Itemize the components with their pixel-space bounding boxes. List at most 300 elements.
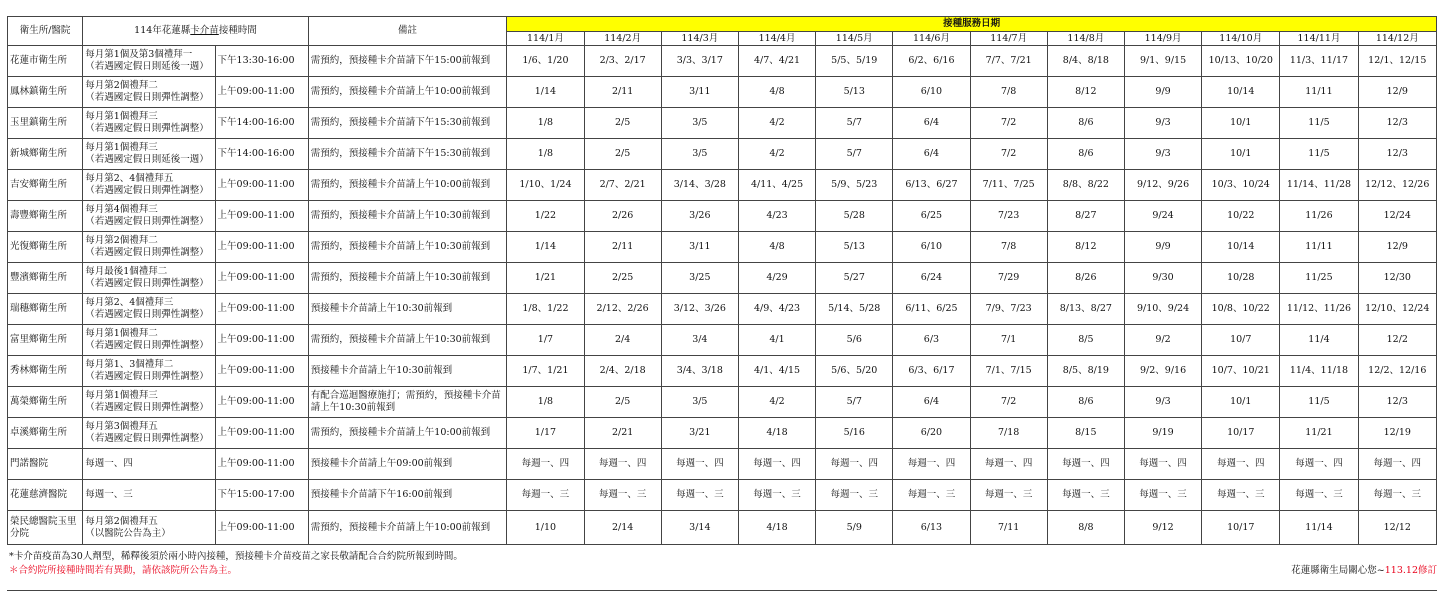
service-date-cell: 12/10、12/24 (1358, 294, 1436, 325)
remark-note (308, 232, 507, 263)
service-time: 下午13:30-16:00 (215, 46, 308, 77)
schedule-line: （若遇國定假日則彈性調整） (85, 92, 209, 103)
service-date-cell: 8/4、8/18 (1047, 46, 1124, 77)
service-date-cell: 4/29 (738, 263, 815, 294)
table-row (8, 263, 1437, 294)
service-date-cell: 7/23 (970, 201, 1047, 232)
service-date-cell: 11/5 (1280, 108, 1358, 139)
facility-name: 玉里鎮衛生所 (8, 108, 83, 139)
service-date-cell: 6/3、6/17 (893, 356, 970, 387)
service-date-cell: 9/3 (1124, 387, 1201, 418)
facility-name: 門諾醫院 (8, 449, 83, 480)
service-date-cell: 5/6、5/20 (816, 356, 893, 387)
service-date-cell: 每週一、三 (738, 480, 815, 511)
note-line: 需預約，預接種卡介苗請下午15:00前報到 (310, 55, 491, 66)
table-row (8, 108, 1437, 139)
service-date-cell: 8/5 (1047, 325, 1124, 356)
health-bureau-signature: 花蓮縣衛生局關心您~113.12修訂 (1291, 565, 1437, 576)
service-date-cell: 每週一、三 (1124, 480, 1201, 511)
service-date-cell: 12/24 (1358, 201, 1436, 232)
schedule-line: 每月第1、3個禮拜二 (85, 359, 174, 370)
note-line: 預接種卡介苗請下午16:00前報到 (310, 489, 453, 500)
service-date-cell: 1/8、1/22 (507, 294, 584, 325)
service-date-cell: 8/12 (1047, 232, 1124, 263)
month-header: 114/5月 (816, 32, 893, 46)
service-date-cell: 5/13 (816, 77, 893, 108)
table-row (8, 480, 1437, 511)
remark-note (308, 387, 507, 418)
service-date-cell: 9/3 (1124, 108, 1201, 139)
service-date-cell: 每週一、四 (1280, 449, 1358, 480)
service-date-cell: 6/24 (893, 263, 970, 294)
service-date-cell: 4/18 (738, 511, 815, 545)
service-date-cell: 4/2 (738, 108, 815, 139)
table-row (8, 511, 1437, 545)
service-date-cell: 1/6、1/20 (507, 46, 584, 77)
month-header: 114/7月 (970, 32, 1047, 46)
service-date-cell: 7/1、7/15 (970, 356, 1047, 387)
service-time: 上午09:00-11:00 (215, 170, 308, 201)
facility-header: 衛生所/醫院 (8, 17, 83, 46)
note-line: 有配合巡迴醫療施打；需預約，預接種卡介苗 (310, 390, 501, 401)
service-date-cell: 9/12 (1124, 511, 1201, 545)
schedule-line: （若遇國定假日則彈性調整） (85, 309, 209, 320)
service-date-cell: 7/2 (970, 387, 1047, 418)
footnote-schedule-change: ＊合約院所接種時間若有異動，請依該院所公告為主。 (9, 565, 238, 576)
service-date-cell: 9/2 (1124, 325, 1201, 356)
service-time: 上午09:00-11:00 (215, 263, 308, 294)
note-line: 需預約，預接種卡介苗請上午10:30前報到 (310, 334, 491, 345)
service-date-cell: 3/5 (661, 387, 738, 418)
service-date-cell: 2/12、2/26 (584, 294, 661, 325)
vaccine-name: 卡介苗 (190, 25, 219, 36)
service-date-cell: 10/1 (1202, 139, 1280, 170)
service-date-cell: 4/7、4/21 (738, 46, 815, 77)
service-date-cell: 9/12、9/26 (1124, 170, 1201, 201)
schedule-line: 每月第2、4個禮拜三 (85, 297, 174, 308)
schedule-line: 每月第1個禮拜三 (85, 142, 158, 153)
facility-name: 壽豐鄉衛生所 (8, 201, 83, 232)
service-date-cell: 12/3 (1358, 387, 1436, 418)
schedule-line: （以醫院公告為主） (85, 527, 171, 539)
service-date-cell: 9/2、9/16 (1124, 356, 1201, 387)
service-date-cell: 3/3、3/17 (661, 46, 738, 77)
service-date-cell: 每週一、三 (1202, 480, 1280, 511)
service-date-cell: 4/9、4/23 (738, 294, 815, 325)
service-time: 下午14:00-16:00 (215, 108, 308, 139)
service-date-cell: 8/8、8/22 (1047, 170, 1124, 201)
facility-name: 瑞穗鄉衛生所 (8, 294, 83, 325)
service-date-cell: 2/4、2/18 (584, 356, 661, 387)
service-date-cell: 6/4 (893, 108, 970, 139)
note-line: 需預約，預接種卡介苗請上午10:30前報到 (310, 272, 491, 283)
service-date-cell: 9/9 (1124, 77, 1201, 108)
service-date-cell: 8/15 (1047, 418, 1124, 449)
service-date-cell: 6/11、6/25 (893, 294, 970, 325)
service-date-cell: 5/27 (816, 263, 893, 294)
service-date-cell: 12/2、12/16 (1358, 356, 1436, 387)
service-date-cell: 每週一、三 (507, 480, 584, 511)
service-date-cell: 2/11 (584, 77, 661, 108)
service-date-cell: 7/2 (970, 108, 1047, 139)
service-date-cell: 2/5 (584, 139, 661, 170)
remark-note (308, 201, 507, 232)
service-date-cell: 7/11、7/25 (970, 170, 1047, 201)
service-date-cell: 3/5 (661, 139, 738, 170)
note-line: 請上午10:30前報到 (310, 402, 396, 413)
service-date-cell: 10/14 (1202, 77, 1280, 108)
service-date-cell: 4/1、4/15 (738, 356, 815, 387)
service-date-cell: 4/8 (738, 77, 815, 108)
service-date-cell: 6/4 (893, 139, 970, 170)
schedule-line: （若遇國定假日則彈性調整） (85, 216, 209, 227)
note-line: 需預約，預接種卡介苗請下午15:30前報到 (310, 148, 491, 159)
schedule-line: （若遇國定假日則延後一週） (85, 154, 209, 165)
schedule-line: 每月第2個禮拜二 (85, 80, 158, 91)
facility-name: 豐濱鄉衛生所 (8, 263, 83, 294)
service-date-cell: 7/8 (970, 232, 1047, 263)
remark-note (308, 325, 507, 356)
service-date-cell: 11/4 (1280, 325, 1358, 356)
remarks-header: 備註 (308, 17, 507, 46)
remark-note (308, 480, 507, 511)
service-date-cell: 8/6 (1047, 139, 1124, 170)
schedule-rule (83, 294, 215, 325)
month-header: 114/11月 (1280, 32, 1358, 46)
service-date-cell: 9/3 (1124, 139, 1201, 170)
service-date-cell: 10/17 (1202, 418, 1280, 449)
service-time: 上午09:00-11:00 (215, 325, 308, 356)
service-time: 上午09:00-11:00 (215, 418, 308, 449)
service-date-cell: 3/4、3/18 (661, 356, 738, 387)
service-time: 上午09:00-11:00 (215, 201, 308, 232)
service-date-cell: 10/17 (1202, 511, 1280, 545)
service-date-cell: 3/25 (661, 263, 738, 294)
service-date-cell: 7/9、7/23 (970, 294, 1047, 325)
service-date-cell: 9/9 (1124, 232, 1201, 263)
remark-note (308, 294, 507, 325)
note-line: 需預約，預接種卡介苗請上午10:30前報到 (310, 241, 491, 252)
month-header: 114/10月 (1202, 32, 1280, 46)
schedule-line: （若遇國定假日則彈性調整） (85, 278, 209, 289)
schedule-line: 每月第2個禮拜五 (85, 515, 158, 527)
service-date-cell: 6/13 (893, 511, 970, 545)
service-date-cell: 每週一、四 (1124, 449, 1201, 480)
month-header: 114/6月 (893, 32, 970, 46)
service-date-cell: 12/3 (1358, 108, 1436, 139)
service-date-cell: 12/9 (1358, 77, 1436, 108)
facility-name: 富里鄉衛生所 (8, 325, 83, 356)
service-time: 下午15:00-17:00 (215, 480, 308, 511)
service-date-cell: 每週一、四 (738, 449, 815, 480)
service-date-cell: 7/2 (970, 139, 1047, 170)
service-date-cell: 5/9、5/23 (816, 170, 893, 201)
service-date-cell: 7/1 (970, 325, 1047, 356)
service-date-cell: 每週一、四 (584, 449, 661, 480)
table-row (8, 201, 1437, 232)
service-date-cell: 3/11 (661, 232, 738, 263)
service-date-cell: 2/21 (584, 418, 661, 449)
remark-note (308, 356, 507, 387)
service-date-cell: 5/28 (816, 201, 893, 232)
service-date-cell: 每週一、四 (1358, 449, 1436, 480)
service-date-cell: 8/12 (1047, 77, 1124, 108)
service-date-cell: 6/2、6/16 (893, 46, 970, 77)
schedule-line: 每週一、四 (85, 458, 133, 469)
table-row (8, 294, 1437, 325)
schedule-line: 每月第1個禮拜三 (85, 111, 158, 122)
facility-name: 光復鄉衛生所 (8, 232, 83, 263)
service-time: 下午14:00-16:00 (215, 139, 308, 170)
facility-name: 吉安鄉衛生所 (8, 170, 83, 201)
facility-name: 花蓮市衛生所 (8, 46, 83, 77)
service-date-cell: 10/7、10/21 (1202, 356, 1280, 387)
service-date-cell: 1/21 (507, 263, 584, 294)
service-date-cell: 10/1 (1202, 108, 1280, 139)
service-date-cell: 每週一、四 (1047, 449, 1124, 480)
service-date-cell: 2/25 (584, 263, 661, 294)
service-date-cell: 2/4 (584, 325, 661, 356)
schedule-rule (83, 480, 215, 511)
service-date-cell: 11/14、11/28 (1280, 170, 1358, 201)
service-date-cell: 7/8 (970, 77, 1047, 108)
service-date-cell: 12/19 (1358, 418, 1436, 449)
remark-note (308, 263, 507, 294)
service-date-cell: 10/22 (1202, 201, 1280, 232)
service-date-cell: 11/5 (1280, 139, 1358, 170)
remark-note (308, 108, 507, 139)
service-date-cell: 5/13 (816, 232, 893, 263)
service-date-cell: 6/25 (893, 201, 970, 232)
service-date-cell: 8/5、8/19 (1047, 356, 1124, 387)
schedule-line: 每月第2個禮拜二 (85, 235, 158, 246)
service-time: 上午09:00-11:00 (215, 294, 308, 325)
service-date-cell: 7/7、7/21 (970, 46, 1047, 77)
service-date-cell: 11/3、11/17 (1280, 46, 1358, 77)
service-date-cell: 12/12、12/26 (1358, 170, 1436, 201)
table-row (8, 418, 1437, 449)
service-date-cell: 6/4 (893, 387, 970, 418)
service-time: 上午09:00-11:00 (215, 356, 308, 387)
table-row (8, 46, 1437, 77)
service-date-cell: 12/2 (1358, 325, 1436, 356)
service-date-cell: 5/16 (816, 418, 893, 449)
service-date-cell: 每週一、四 (970, 449, 1047, 480)
service-date-cell: 11/26 (1280, 201, 1358, 232)
service-date-cell: 3/12、3/26 (661, 294, 738, 325)
service-date-cell: 4/8 (738, 232, 815, 263)
schedule-rule (83, 232, 215, 263)
schedule-line: （若遇國定假日則彈性調整） (85, 433, 209, 444)
service-date-cell: 4/1 (738, 325, 815, 356)
service-date-cell: 11/4、11/18 (1280, 356, 1358, 387)
service-date-cell: 每週一、四 (1202, 449, 1280, 480)
schedule-line: 每月第3個禮拜五 (85, 421, 158, 432)
schedule-rule (83, 449, 215, 480)
service-date-cell: 8/6 (1047, 387, 1124, 418)
schedule-line: 每月第1個禮拜三 (85, 390, 158, 401)
service-date-cell: 5/7 (816, 108, 893, 139)
service-date-cell: 10/28 (1202, 263, 1280, 294)
month-header: 114/12月 (1358, 32, 1436, 46)
service-date-cell: 10/14 (1202, 232, 1280, 263)
service-date-cell: 11/25 (1280, 263, 1358, 294)
service-date-cell: 2/26 (584, 201, 661, 232)
remark-note (308, 139, 507, 170)
remark-note (308, 449, 507, 480)
service-date-cell: 6/3 (893, 325, 970, 356)
service-date-cell: 每週一、三 (970, 480, 1047, 511)
service-date-cell: 每週一、三 (1047, 480, 1124, 511)
revision-date: 113.12修訂 (1384, 565, 1437, 576)
service-date-cell: 7/29 (970, 263, 1047, 294)
service-date-cell: 1/10 (507, 511, 584, 545)
service-date-cell: 每週一、三 (661, 480, 738, 511)
service-date-cell: 5/7 (816, 139, 893, 170)
service-date-cell: 2/5 (584, 387, 661, 418)
service-date-cell: 8/13、8/27 (1047, 294, 1124, 325)
service-date-cell: 每週一、三 (816, 480, 893, 511)
schedule-line: （若遇國定假日則延後一週） (85, 61, 209, 72)
schedule-line: （若遇國定假日則彈性調整） (85, 185, 209, 196)
service-date-cell: 每週一、三 (893, 480, 970, 511)
service-date-cell: 每週一、三 (1358, 480, 1436, 511)
service-date-cell: 9/19 (1124, 418, 1201, 449)
service-date-cell: 9/10、9/24 (1124, 294, 1201, 325)
table-row (8, 449, 1437, 480)
month-header: 114/4月 (738, 32, 815, 46)
remark-note (308, 46, 507, 77)
service-time: 上午09:00-11:00 (215, 387, 308, 418)
month-header: 114/3月 (661, 32, 738, 46)
service-date-cell: 3/14、3/28 (661, 170, 738, 201)
schedule-title-header: 114年花蓮縣卡介苗接種時間 (83, 17, 309, 46)
service-date-cell: 12/3 (1358, 139, 1436, 170)
service-date-cell: 11/11 (1280, 77, 1358, 108)
bottom-rule (7, 590, 1437, 591)
remark-note (308, 170, 507, 201)
service-date-cell: 2/5 (584, 108, 661, 139)
service-dates-header: 接種服務日期 (507, 17, 1437, 32)
schedule-line: 每月第1個禮拜二 (85, 328, 158, 339)
vaccination-schedule-table (7, 16, 1437, 545)
service-date-cell: 11/11 (1280, 232, 1358, 263)
note-line: 預接種卡介苗請上午10:30前報到 (310, 365, 453, 376)
service-date-cell: 8/26 (1047, 263, 1124, 294)
service-date-cell: 8/27 (1047, 201, 1124, 232)
footnote-vaccine: *卡介苗疫苗為30人劑型，稀釋後須於兩小時內接種，預接種卡介苗疫苗之家長敬請配合合約院所報到時間。 (9, 551, 463, 562)
service-time: 上午09:00-11:00 (215, 77, 308, 108)
schedule-rule (83, 511, 215, 545)
schedule-rule (83, 387, 215, 418)
table-row (8, 325, 1437, 356)
service-date-cell: 6/10 (893, 232, 970, 263)
schedule-rule (83, 170, 215, 201)
service-date-cell: 12/12 (1358, 511, 1436, 545)
schedule-line: （若遇國定假日則彈性調整） (85, 247, 209, 258)
service-date-cell: 7/18 (970, 418, 1047, 449)
service-date-cell: 4/11、4/25 (738, 170, 815, 201)
note-line: 需預約，預接種卡介苗請上午10:30前報到 (310, 210, 491, 221)
remark-note (308, 418, 507, 449)
schedule-line: 每月第4個禮拜三 (85, 204, 158, 215)
service-date-cell: 3/4 (661, 325, 738, 356)
service-date-cell: 4/18 (738, 418, 815, 449)
schedule-rule (83, 139, 215, 170)
facility-name: 新城鄉衛生所 (8, 139, 83, 170)
facility-name: 花蓮慈濟醫院 (8, 480, 83, 511)
service-date-cell: 10/8、10/22 (1202, 294, 1280, 325)
service-date-cell: 5/9 (816, 511, 893, 545)
service-date-cell: 1/17 (507, 418, 584, 449)
service-date-cell: 每週一、四 (893, 449, 970, 480)
facility-name: 萬榮鄉衛生所 (8, 387, 83, 418)
facility-name: 鳳林鎮衛生所 (8, 77, 83, 108)
note-line: 預接種卡介苗請上午10:30前報到 (310, 303, 453, 314)
service-date-cell: 12/1、12/15 (1358, 46, 1436, 77)
schedule-rule (83, 46, 215, 77)
service-date-cell: 2/14 (584, 511, 661, 545)
service-date-cell: 9/1、9/15 (1124, 46, 1201, 77)
month-header: 114/2月 (584, 32, 661, 46)
service-date-cell: 11/21 (1280, 418, 1358, 449)
facility-name: 秀林鄉衛生所 (8, 356, 83, 387)
service-date-cell: 每週一、三 (1280, 480, 1358, 511)
service-date-cell: 11/12、11/26 (1280, 294, 1358, 325)
service-date-cell: 10/3、10/24 (1202, 170, 1280, 201)
schedule-line: 每週一、三 (85, 489, 133, 500)
service-date-cell: 5/5、5/19 (816, 46, 893, 77)
service-date-cell: 每週一、三 (584, 480, 661, 511)
service-time: 上午09:00-11:00 (215, 511, 308, 545)
service-time: 上午09:00-11:00 (215, 232, 308, 263)
service-date-cell: 5/14、5/28 (816, 294, 893, 325)
service-date-cell: 9/24 (1124, 201, 1201, 232)
table-row (8, 387, 1437, 418)
service-date-cell: 2/7、2/21 (584, 170, 661, 201)
facility-name: 卓溪鄉衛生所 (8, 418, 83, 449)
schedule-rule (83, 263, 215, 294)
schedule-rule (83, 77, 215, 108)
service-date-cell: 1/8 (507, 387, 584, 418)
service-date-cell: 每週一、四 (661, 449, 738, 480)
schedule-line: （若遇國定假日則彈性調整） (85, 340, 209, 351)
service-date-cell: 12/9 (1358, 232, 1436, 263)
service-date-cell: 1/14 (507, 77, 584, 108)
service-date-cell: 2/11 (584, 232, 661, 263)
service-date-cell: 1/8 (507, 139, 584, 170)
note-line: 需預約，預接種卡介苗請上午10:00前報到 (310, 86, 491, 97)
service-date-cell: 8/6 (1047, 108, 1124, 139)
month-header: 114/8月 (1047, 32, 1124, 46)
facility-name: 榮民總醫院玉里分院 (8, 511, 83, 545)
remark-note (308, 511, 507, 545)
schedule-rule (83, 325, 215, 356)
service-date-cell: 5/6 (816, 325, 893, 356)
table-row (8, 232, 1437, 263)
service-date-cell: 3/14 (661, 511, 738, 545)
service-date-cell: 每週一、四 (816, 449, 893, 480)
service-date-cell: 12/30 (1358, 263, 1436, 294)
schedule-line: （若遇國定假日則彈性調整） (85, 402, 209, 413)
schedule-rule (83, 201, 215, 232)
schedule-line: 每月第1個及第3個禮拜一 (85, 49, 193, 60)
service-date-cell: 4/2 (738, 387, 815, 418)
month-header: 114/1月 (507, 32, 584, 46)
service-date-cell: 1/7 (507, 325, 584, 356)
service-date-cell: 1/22 (507, 201, 584, 232)
service-date-cell: 3/21 (661, 418, 738, 449)
